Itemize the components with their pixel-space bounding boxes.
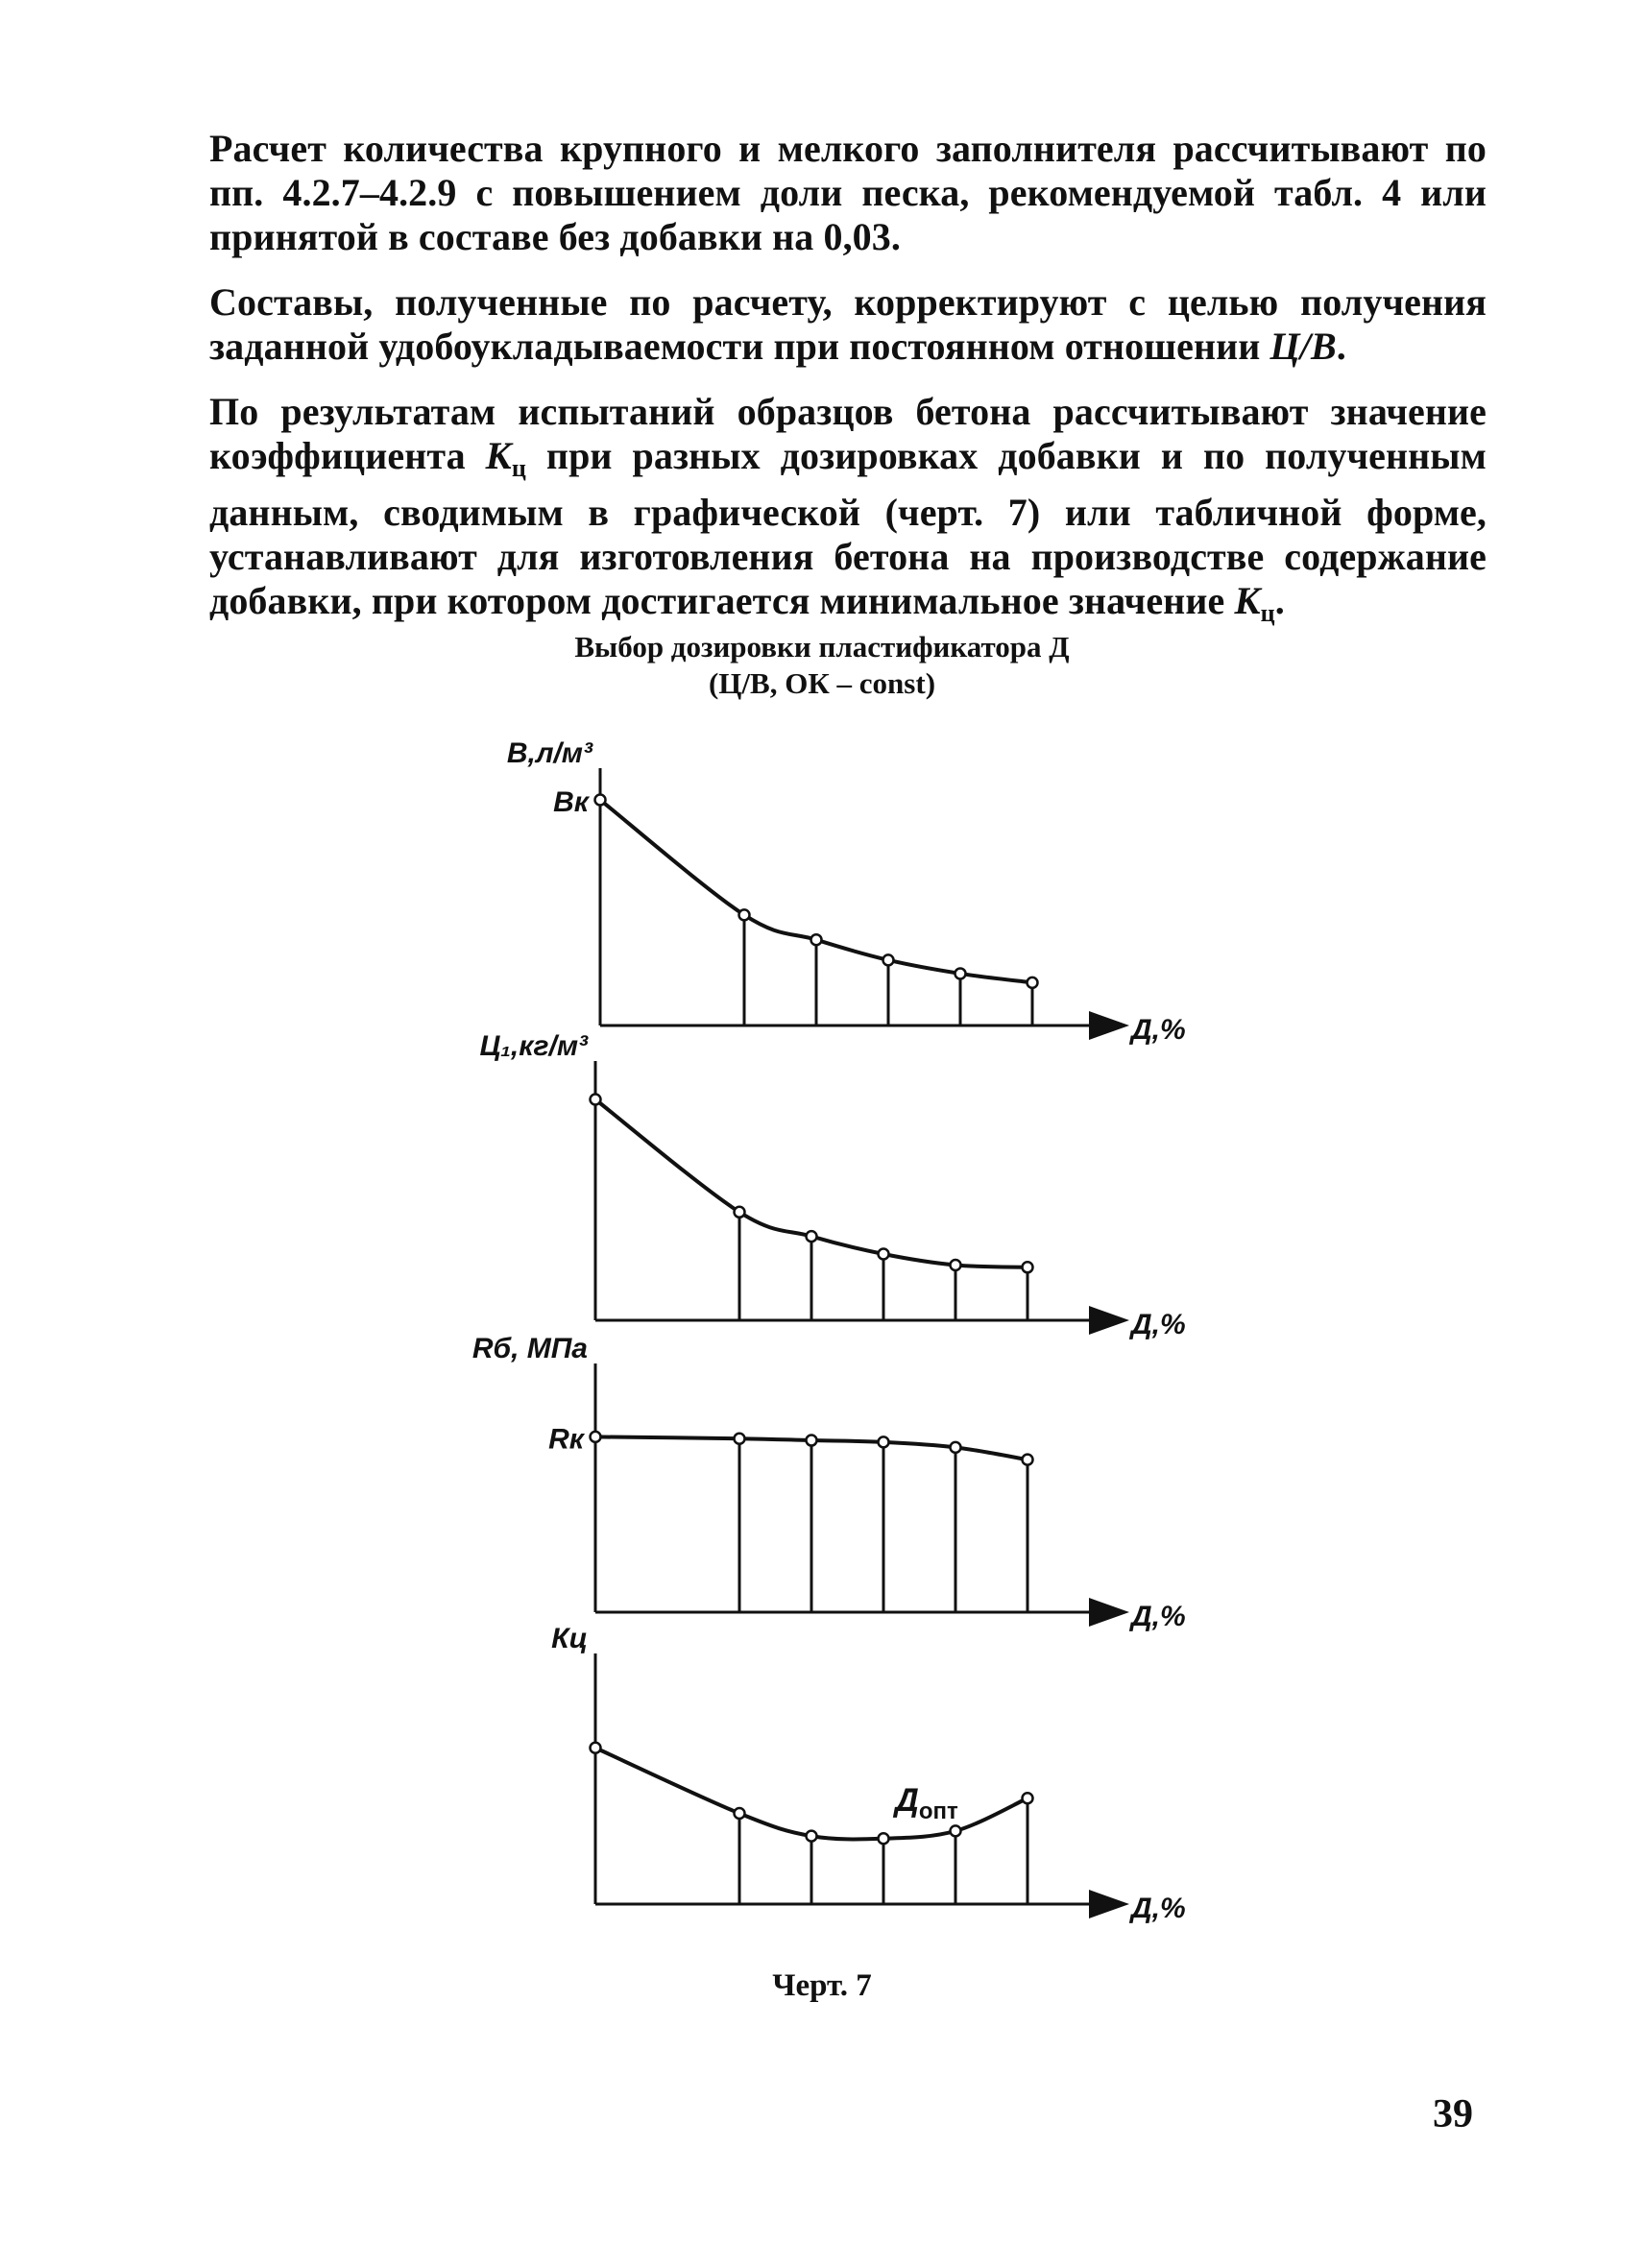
x-axis-label: Д,% bbox=[1131, 1601, 1186, 1632]
y-start-label: Вк bbox=[553, 786, 589, 818]
y-axis-label: Ц₁,кг/м³ bbox=[479, 1030, 588, 1062]
paragraph-3-end: . bbox=[1274, 579, 1285, 622]
data-point bbox=[1028, 977, 1038, 988]
series-curve bbox=[595, 1748, 1028, 1839]
paragraph-3-subscript-2: ц bbox=[1260, 599, 1275, 627]
data-point bbox=[1023, 1262, 1033, 1272]
paragraph-2-ratio: Ц/В bbox=[1269, 325, 1337, 368]
optimum-annotation: $Д_{опт}$ bbox=[895, 1781, 958, 1824]
figure-caption: Черт. 7 bbox=[772, 1968, 872, 2003]
data-point bbox=[735, 1207, 745, 1218]
figure-title-line-1: Выбор дозировки пластификатора Д bbox=[574, 630, 1070, 664]
y-start-label: Rк bbox=[548, 1423, 584, 1456]
y-axis-label: В,л/м³ bbox=[506, 737, 592, 769]
x-axis-label: Д,% bbox=[1131, 1893, 1186, 1924]
data-point bbox=[879, 1833, 889, 1844]
data-point bbox=[879, 1436, 889, 1447]
paragraph-3-subscript: ц bbox=[511, 454, 526, 482]
data-point bbox=[883, 954, 894, 965]
paragraph-3-symbol: К bbox=[485, 434, 512, 477]
data-point bbox=[807, 1436, 817, 1446]
data-point bbox=[735, 1808, 745, 1819]
paragraph-2-text: Составы, полученные по расчету, корректируют с целью получения заданной удобоукладываемости при постоянном отношении bbox=[209, 280, 1487, 368]
paragraph-2-end: . bbox=[1336, 325, 1346, 368]
data-point bbox=[955, 968, 966, 978]
data-point bbox=[951, 1260, 961, 1270]
paragraph-3-symbol-2: К bbox=[1234, 579, 1261, 622]
data-point bbox=[1023, 1793, 1033, 1803]
x-axis-label: Д,% bbox=[1131, 1014, 1186, 1046]
data-point bbox=[591, 1095, 601, 1105]
data-point bbox=[879, 1249, 889, 1260]
data-point bbox=[735, 1434, 745, 1444]
data-point bbox=[591, 1743, 601, 1753]
data-point bbox=[951, 1825, 961, 1836]
data-point bbox=[591, 1432, 601, 1442]
data-point bbox=[595, 795, 606, 806]
paragraph-1-text: Расчет количества крупного и мелкого заполнителя рассчитывают по пп. 4.2.7–4.2.9 с повышением доли песка, рекомендуемой табл. 4 или принятой в составе без добавки на 0,03. bbox=[209, 127, 1487, 258]
page-number: 39 bbox=[1433, 2092, 1473, 2136]
data-point bbox=[807, 1831, 817, 1842]
y-axis-label: Кц bbox=[551, 1623, 588, 1654]
figure-title-line-2: (Ц/В, ОК – const) bbox=[708, 666, 936, 700]
y-axis-label: Rб, МПа bbox=[471, 1333, 588, 1364]
data-point bbox=[811, 934, 822, 945]
paragraph-3-middle: при разных дозировках добавки и по полученным данным, сводимым в графической (черт. 7) или табличной форме, устанавливают для изготовления бетона на производстве содержание добавки, при котором достигается минимальное значение bbox=[209, 434, 1487, 622]
data-point bbox=[951, 1442, 961, 1453]
x-axis-label: Д,% bbox=[1131, 1309, 1186, 1340]
data-point bbox=[1023, 1455, 1033, 1465]
data-point bbox=[739, 909, 750, 920]
paragraph-3-text: По результатам испытаний образцов бетона рассчитывают значение коэффициента bbox=[209, 390, 1487, 477]
data-point bbox=[807, 1231, 817, 1242]
